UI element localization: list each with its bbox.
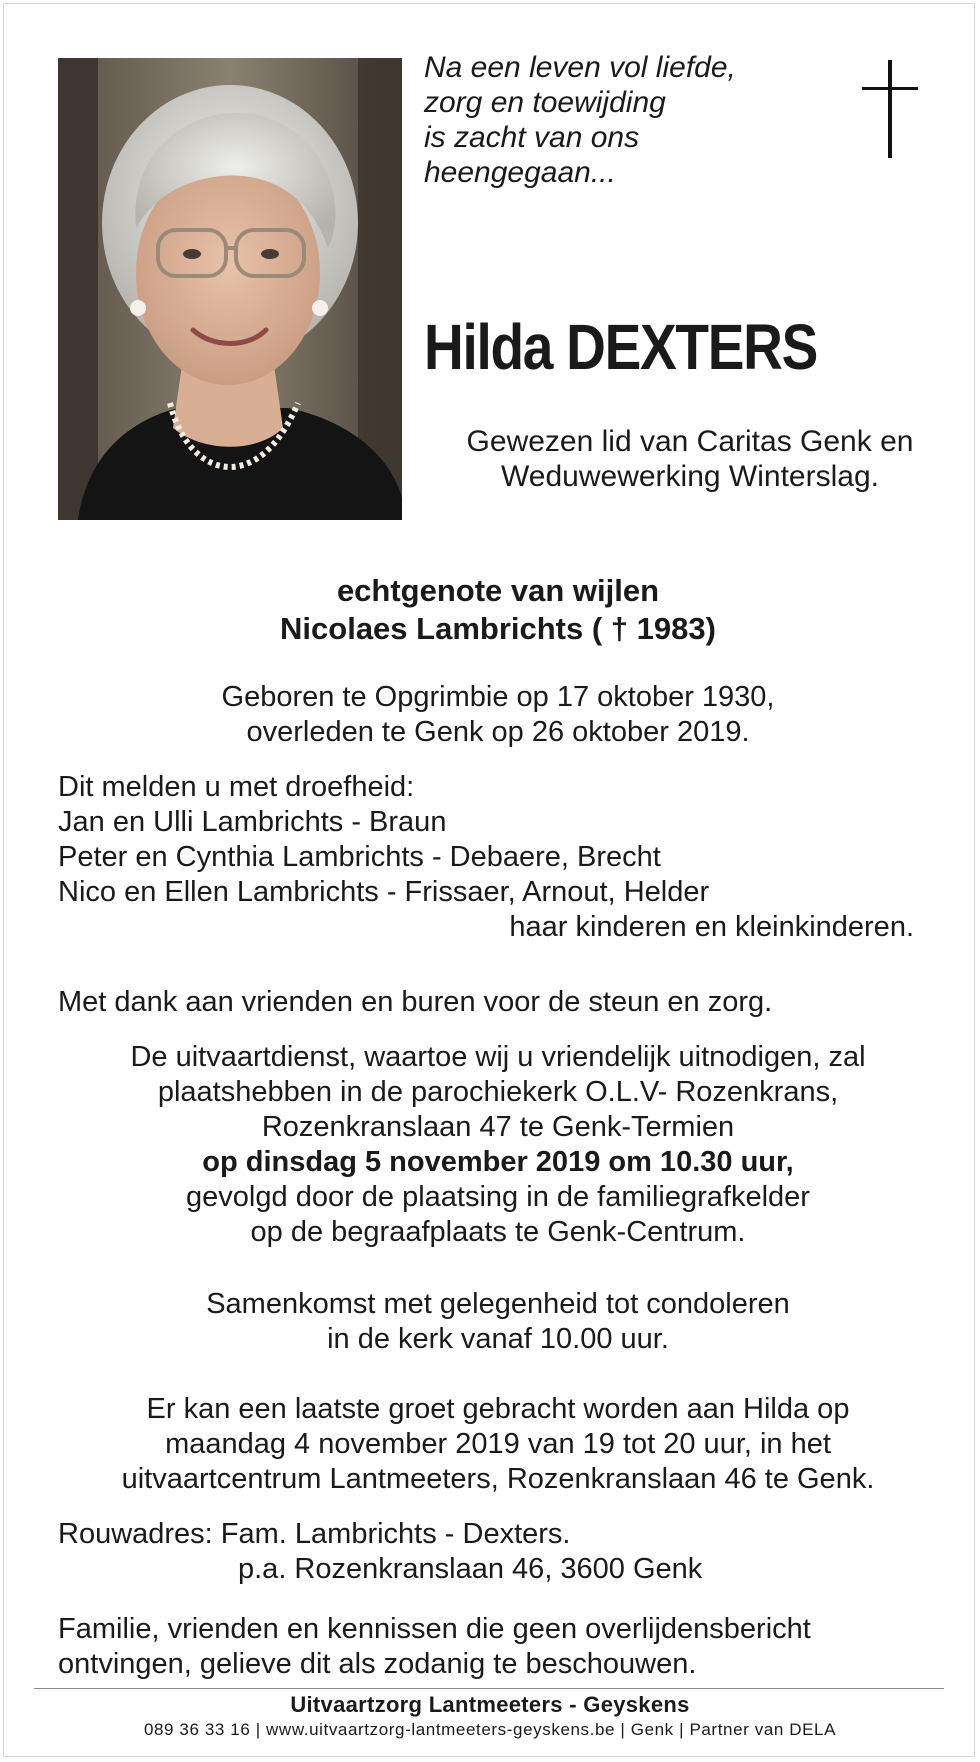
spouse-line: echtgenote van wijlen [336,573,660,608]
service-line: op de begraafplaats te Genk-Centrum. [250,1216,746,1248]
portrait-illustration [58,58,402,520]
quote-line: heengegaan... [424,156,616,189]
funeral-company-name: Uitvaartzorg Lantmeeters - Geyskens [290,1692,690,1717]
address-line: Rouwadres: Fam. Lambrichts - Dexters. [58,1518,571,1550]
family-announcement [58,770,938,945]
notice-text [58,1612,938,1682]
condolence-line: in de kerk vanaf 10.00 uur. [327,1323,669,1355]
service-datetime: op dinsdag 5 november 2019 om 10.30 uur, [202,1146,794,1178]
birth-line: Geboren te Opgrimbie op 17 oktober 1930, [221,681,775,713]
condolence-info [58,1287,938,1357]
condolence-line: Samenkomst met gelegenheid tot condoleren [206,1288,790,1320]
visitation-line: maandag 4 november 2019 van 19 tot 20 uur, in het [165,1428,831,1460]
service-line: Rozenkranslaan 47 te Genk-Termien [261,1111,735,1143]
address-line: p.a. Rozenkranslaan 46, 3600 Genk [238,1553,703,1585]
mourning-address [58,1517,938,1587]
notice-line: ontvingen, gelieve dit als zodanig te beschouwen. [58,1648,697,1680]
spouse-name: Nicolaes Lambrichts ( † 1983) [280,611,716,646]
quote-line: Na een leven vol liefde, [424,51,736,84]
funeral-service [58,1040,938,1250]
spouse-section [58,572,938,648]
membership-text [420,424,960,494]
deceased-name: Hilda DEXTERS [424,311,818,383]
visitation-info [58,1392,938,1497]
thanks-line: Met dank aan vrienden en buren voor de steun en zorg. [58,986,773,1018]
quote-line: is zacht van ons [424,121,640,154]
portrait-photo [58,58,402,520]
memorial-quote [424,50,784,190]
service-line: gevolgd door de plaatsing in de familiegrafkelder [186,1181,810,1213]
membership-line: Weduwewerking Winterslag. [501,460,879,493]
death-line: overleden te Genk op 26 oktober 2019. [246,716,750,748]
membership-line: Gewezen lid van Caritas Genk en [466,425,914,458]
visitation-line: uitvaartcentrum Lantmeeters, Rozenkranslaan 46 te Genk. [121,1463,875,1495]
family-signature: haar kinderen en kleinkinderen. [509,911,914,943]
service-line: De uitvaartdienst, waartoe wij u vriendelijk uitnodigen, zal [130,1041,866,1073]
family-member: Jan en Ulli Lambrichts - Braun [58,806,447,838]
family-member: Peter en Cynthia Lambrichts - Debaere, Brecht [58,841,661,873]
latin-cross-icon [862,60,918,165]
family-intro: Dit melden u met droefheid: [58,771,415,803]
quote-line: zorg en toewijding [424,86,666,119]
family-member: Nico en Ellen Lambrichts - Frissaer, Arnout, Helder [58,876,710,908]
visitation-line: Er kan een laatste groet gebracht worden aan Hilda op [146,1393,850,1425]
funeral-company-contact: 089 36 33 16 | www.uitvaartzorg-lantmeeters-geyskens.be | Genk | Partner van DELA [143,1720,837,1739]
footer-divider [34,1688,944,1689]
notice-line: Familie, vrienden en kennissen die geen overlijdensbericht [58,1613,811,1645]
thanks-text [58,985,938,1020]
birth-death-dates [58,680,938,750]
service-line: plaatshebben in de parochiekerk O.L.V- Rozenkrans, [157,1076,839,1108]
